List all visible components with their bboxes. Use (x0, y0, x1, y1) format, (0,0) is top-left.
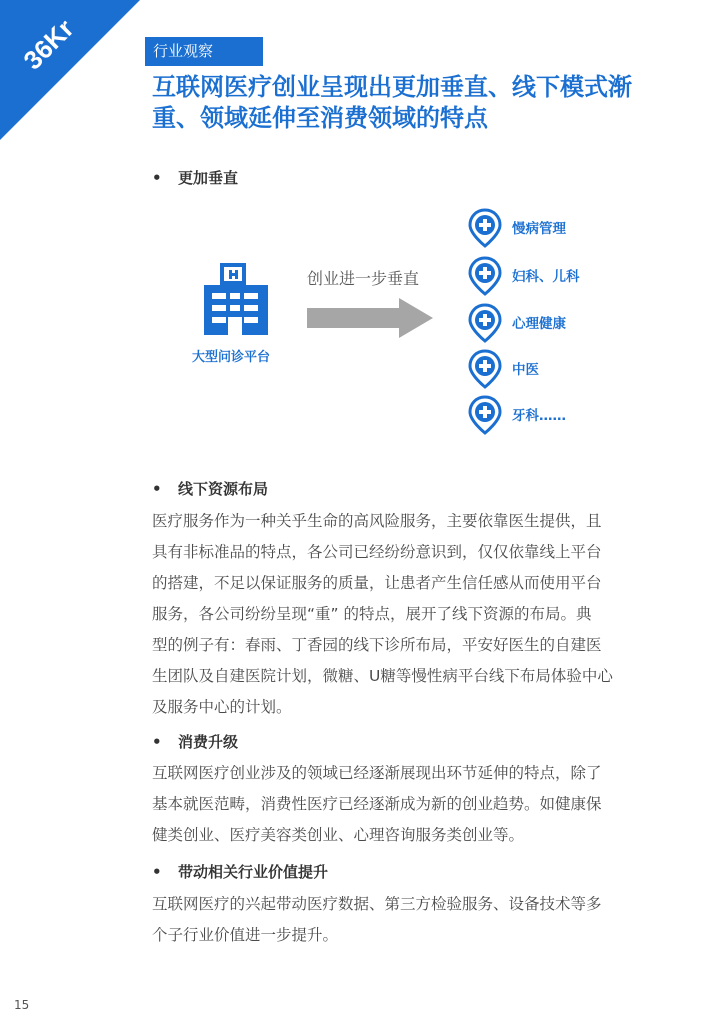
bullet-dot: • (152, 733, 162, 751)
hospital-building-icon (200, 263, 272, 337)
logo-text: 36Kr (17, 13, 80, 76)
paragraph-line: 服务，各公司纷纷呈现“重” 的特点，展开了线下资源的布局。典 (152, 605, 592, 623)
bullet-dot: • (152, 169, 162, 187)
category-item (468, 208, 628, 244)
paragraph-line: 健类创业、医疗美容类创业、心理咨询服务类创业等。 (152, 826, 525, 844)
paragraph-line: 生团队及自建医院计划，微糖、U糖等慢性病平台线下布局体验中心 (152, 667, 613, 685)
section-heading-text: 带动相关行业价值提升 (178, 863, 329, 881)
paragraph-line: 医疗服务作为一种关乎生命的高风险服务，主要依靠医生提供，且 (152, 512, 602, 530)
section-heading (152, 167, 238, 188)
medical-pin-icon (468, 303, 502, 343)
page-number: 15 (14, 998, 30, 1012)
section-paragraph (152, 889, 662, 951)
section-heading-text: 更加垂直 (178, 169, 239, 187)
category-item (468, 256, 628, 292)
paragraph-line: 的搭建，不足以保证服务的质量，让患者产生信任感从而使用平台 (152, 574, 602, 592)
arrow-label: 创业进一步垂直 (307, 269, 420, 288)
section-tag: 行业观察 (145, 37, 263, 66)
paragraph-line: 及服务中心的计划。 (152, 698, 292, 716)
category-label: 牙科…… (512, 408, 566, 424)
medical-pin-icon (468, 208, 502, 248)
section-paragraph (152, 758, 662, 851)
section-heading-text: 线下资源布局 (178, 480, 269, 498)
section-heading (152, 478, 268, 499)
page-title-line: 重、领域延伸至消费领域的特点 (152, 104, 488, 132)
section-heading (152, 861, 328, 882)
right-arrow-icon (307, 298, 433, 338)
paragraph-line: 具有非标准品的特点，各公司已经纷纷意识到，仅仅依靠线上平台 (152, 543, 602, 561)
section-heading-text: 消费升级 (178, 733, 239, 751)
category-label: 中医 (512, 362, 539, 378)
category-label: 慢病管理 (512, 221, 566, 237)
paragraph-line: 互联网医疗的兴起带动医疗数据、第三方检验服务、设备技术等多 (152, 895, 602, 913)
section-paragraph (152, 506, 662, 723)
platform-label: 大型问诊平台 (192, 350, 271, 365)
paragraph-line: 型的例子有：春雨、丁香园的线下诊所布局，平安好医生的自建医 (152, 636, 602, 654)
corner-logo-ribbon (0, 0, 140, 140)
category-item (468, 395, 628, 431)
paragraph-line: 基本就医范畴，消费性医疗已经逐渐成为新的创业趋势。如健康保 (152, 795, 602, 813)
page-title (152, 72, 672, 134)
category-item (468, 303, 628, 339)
medical-pin-icon (468, 256, 502, 296)
page-title-line: 互联网医疗创业呈现出更加垂直、线下模式渐 (152, 73, 632, 101)
bullet-dot: • (152, 480, 162, 498)
category-label: 心理健康 (512, 316, 566, 332)
medical-pin-icon (468, 395, 502, 435)
paragraph-line: 互联网医疗创业涉及的领域已经逐渐展现出环节延伸的特点，除了 (152, 764, 602, 782)
category-label: 妇科、儿科 (512, 269, 580, 285)
bullet-dot: • (152, 863, 162, 881)
medical-pin-icon (468, 349, 502, 389)
section-heading (152, 731, 238, 752)
category-item (468, 349, 628, 385)
paragraph-line: 个子行业价值进一步提升。 (152, 926, 339, 944)
